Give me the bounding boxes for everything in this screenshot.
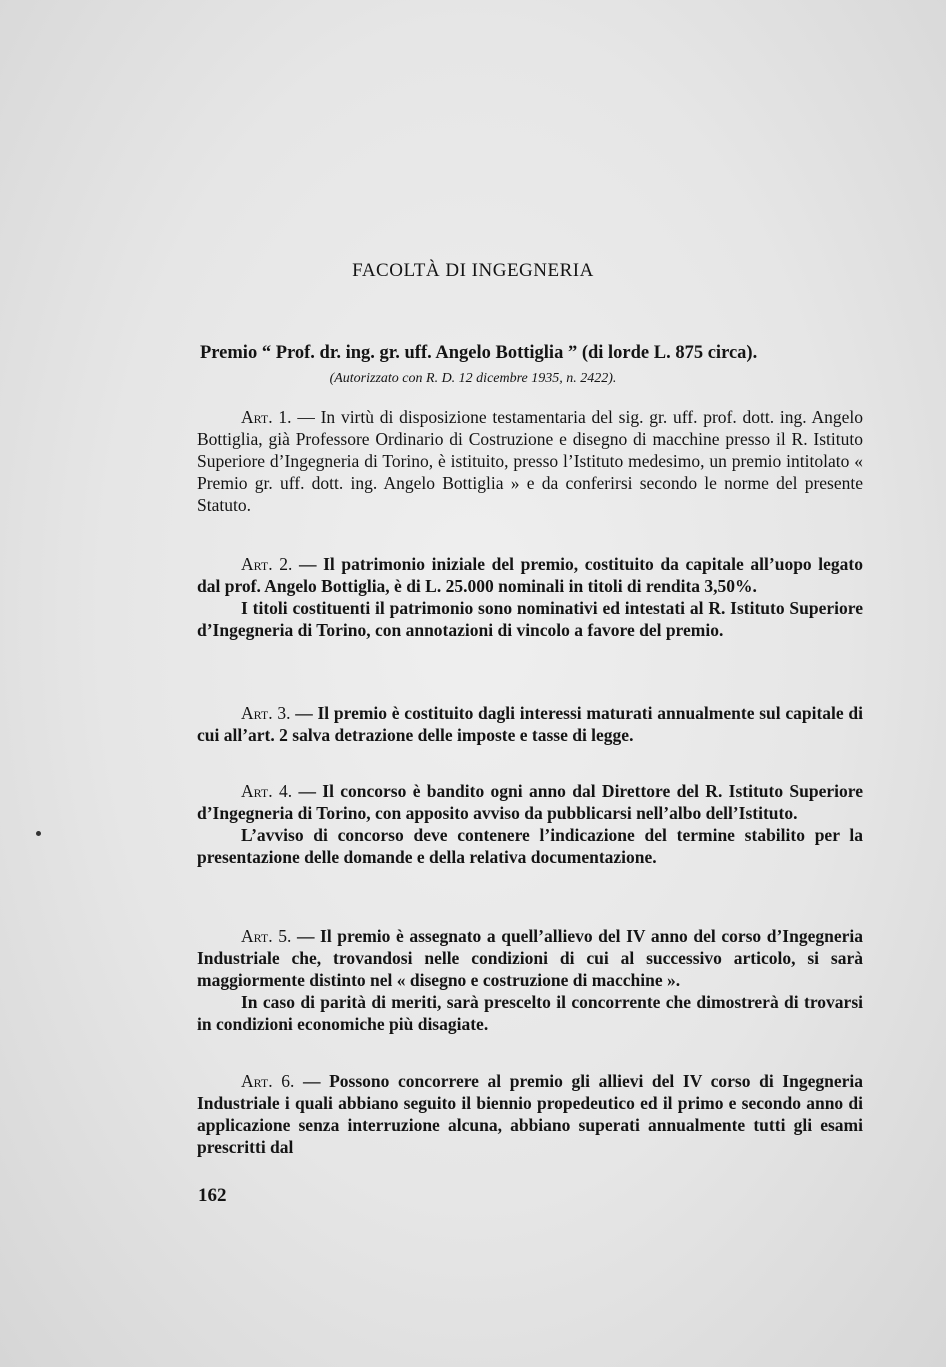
article-6-label: Art. 6.: [241, 1071, 295, 1091]
article-5-label: Art. 5.: [241, 926, 292, 946]
article-2-paragraph-2: I titoli costituenti il patrimonio sono nominativi ed intestati al R. Istituto Superiore d’Ingegneria di Torino, con annotazioni di vincolo a favore del premio.: [197, 598, 863, 640]
article-1-paragraph-1: — In virtù di disposizione testamentaria del sig. gr. uff. prof. dott. ing. Angelo Bottiglia, già Professore Ordinario di Costruzione e disegno di macchine presso il R. Istituto Superiore d’Ingegneria di Torino, è istituito, presso l’Istituto medesimo, un premio intitolato « Premio gr. uff. dott. ing. Angelo Bottiglia » e da conferirsi secondo le norme del presente Statuto.: [197, 407, 863, 515]
article-5: [197, 925, 863, 1035]
article-2-paragraph-1: — Il patrimonio iniziale del premio, costituito da capitale all’uopo legato dal prof. Angelo Bottiglia, è di L. 25.000 nominali in titoli di rendita 3,50%.: [197, 554, 863, 596]
article-5-paragraph-1: — Il premio è assegnato a quell’allievo del IV anno del corso d’Ingegneria Industriale che, trovandosi nelle condizioni di cui al successivo articolo, si sarà maggiormente distinto nel « disegno e costruzione di macchine ».: [197, 926, 863, 990]
article-3-label: Art. 3.: [241, 703, 291, 723]
article-4: [197, 780, 863, 868]
article-2: [197, 553, 863, 641]
faculty-heading: FACOLTÀ DI INGEGNERIA: [352, 260, 594, 281]
prize-title: Premio “ Prof. dr. ing. gr. uff. Angelo Bottiglia ” (di lorde L. 875 circa).: [200, 343, 758, 363]
article-1-label: Art. 1.: [241, 407, 292, 427]
article-3: [197, 702, 863, 746]
article-6: [197, 1070, 863, 1158]
page-number: 162: [198, 1185, 227, 1206]
article-5-paragraph-2: In caso di parità di meriti, sarà prescelto il concorrente che dimostrerà di trovarsi in condizioni economiche più disagiate.: [197, 992, 863, 1034]
article-4-label: Art. 4.: [241, 781, 293, 801]
article-4-paragraph-1: — Il concorso è bandito ogni anno dal Direttore del R. Istituto Superiore d’Ingegneria di Torino, con apposito avviso da pubblicarsi nell’albo dell’Istituto.: [197, 781, 863, 823]
article-6-paragraph-1: — Possono concorrere al premio gli allievi del IV corso di Ingegneria Industriale i quali abbiano seguito il biennio propedeutico ed il primo e secondo anno di applicazione senza interruzione alcuna, abbiano superati annualmente tutti gli esami prescritti dal: [197, 1071, 863, 1157]
margin-mark: [36, 831, 41, 836]
article-3-paragraph-1: — Il premio è costituito dagli interessi maturati annualmente sul capitale di cui all’art. 2 salva detrazione delle imposte e tasse di legge.: [197, 703, 863, 745]
prize-authorization: (Autorizzato con R. D. 12 dicembre 1935, n. 2422).: [329, 371, 617, 386]
article-4-paragraph-2: L’avviso di concorso deve contenere l’indicazione del termine stabilito per la presentazione delle domande e della relativa documentazione.: [197, 825, 863, 867]
article-1: [197, 406, 863, 516]
article-2-label: Art. 2.: [241, 554, 293, 574]
